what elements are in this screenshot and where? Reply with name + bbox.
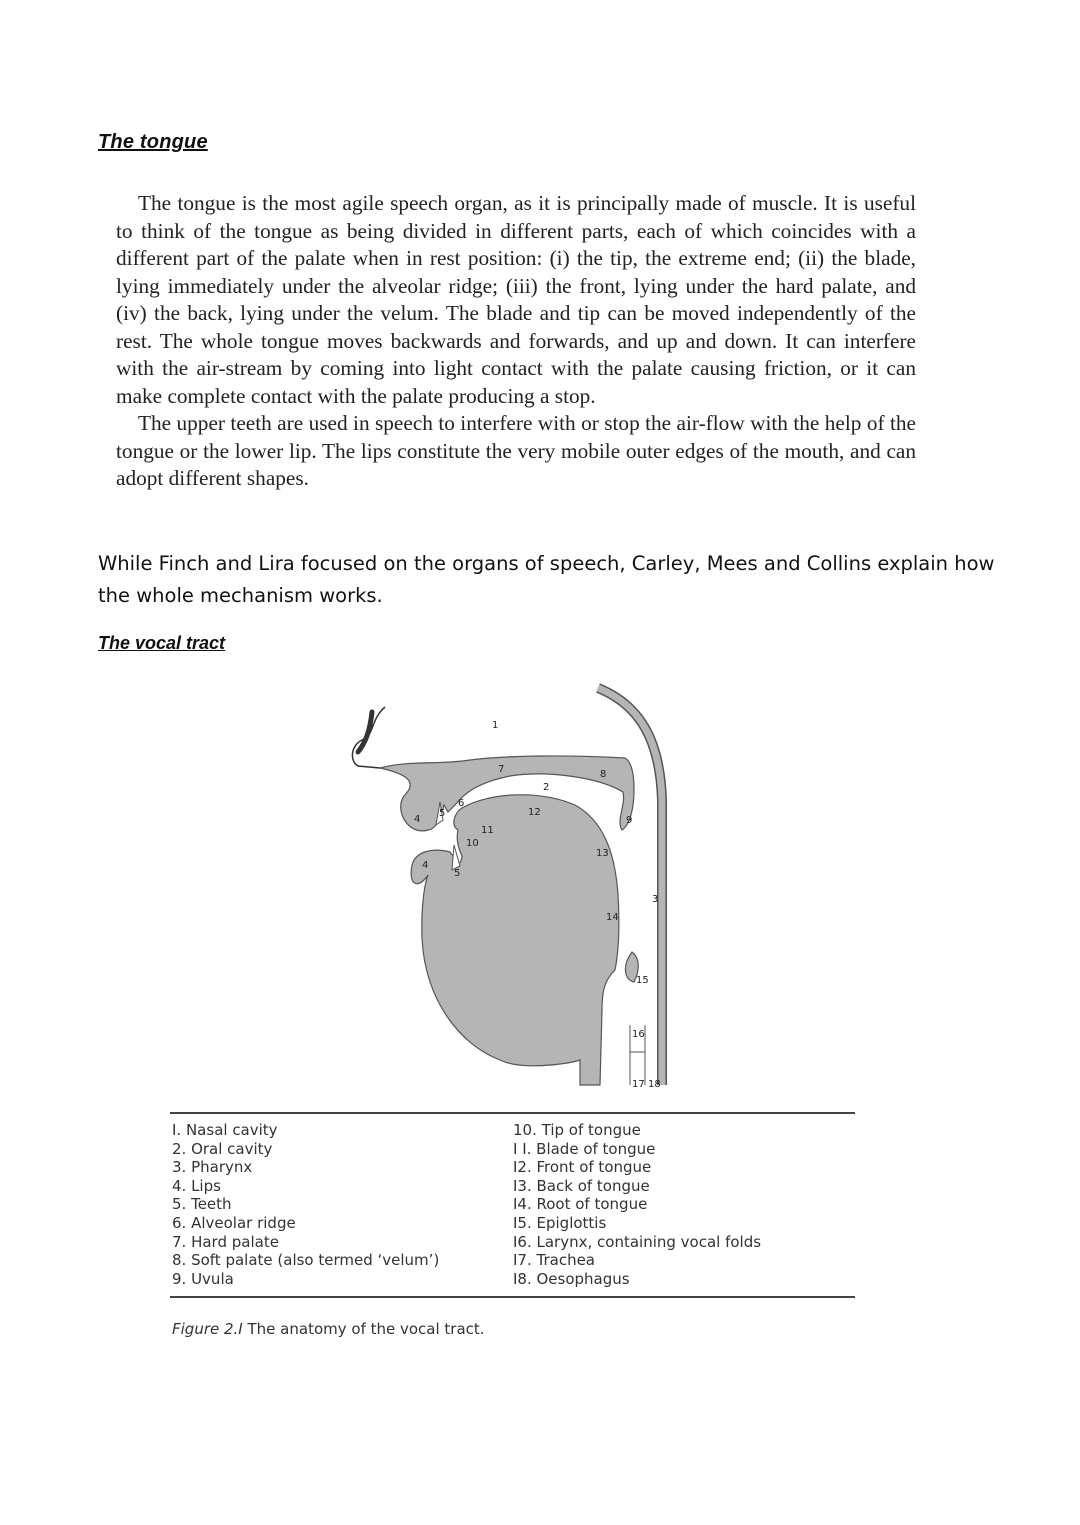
diagram-number: 1 [492,720,499,731]
legend-item: I I. Blade of tongue [513,1139,656,1158]
figure-caption-label: Figure 2.I [172,1320,243,1338]
legend-item: I8. Oesophagus [513,1269,630,1288]
tongue-paragraph-2: The upper teeth are used in speech to interfere with or stop the air-flow with the help of the tongue or the lower lip. The lips constitute the very mobile outer edges of the mouth, and can adopt different shapes. [116,411,916,490]
diagram-number: 16 [632,1029,645,1040]
section-heading-tongue: The tongue [98,131,208,153]
section-heading-vocal-tract: The vocal tract [98,633,226,653]
legend-item: I3. Back of tongue [513,1176,650,1195]
legend-item: 9. Uvula [172,1269,234,1288]
diagram-number: 11 [481,825,494,836]
legend-left-column [172,1121,439,1288]
legend-top-rule [170,1112,855,1114]
tongue-quote-block [116,190,916,493]
diagram-number: 10 [466,838,479,849]
diagram-number: 18 [648,1079,661,1090]
figure-caption-text: The anatomy of the vocal tract. [247,1320,485,1338]
legend-item: 2. Oral cavity [172,1139,273,1158]
diagram-number: 5 [454,868,461,879]
diagram-number: 3 [652,894,659,905]
legend-bottom-rule [170,1296,855,1298]
diagram-number: 9 [626,815,633,826]
tongue-paragraph-1: The tongue is the most agile speech organ, as it is principally made of muscle. It is useful to think of the tongue as being divided in different parts, each of which coincides with a different part of the palate when in rest position: (i) the tip, the extreme end; (ii) the blade, lying immediately under the alveolar ridge; (iii) the front, lying under the hard palate, and (iv) the back, lying under the velum. The blade and tip can be moved independently of the rest. The whole tongue moves backwards and forwards, and up and down. It can interfere with the air-stream by coming into light contact with the palate causing friction, or it can make complete contact with the palate producing a stop. [116,191,916,408]
legend-item: I5. Epiglottis [513,1213,607,1232]
legend-item: I. Nasal cavity [172,1121,278,1139]
legend-item: 3. Pharynx [172,1158,253,1177]
legend-item: 7. Hard palate [172,1232,279,1251]
diagram-number: 5 [439,808,446,819]
legend-item: 8. Soft palate (also termed ‘velum’) [172,1251,440,1270]
legend-item: I4. Root of tongue [513,1195,648,1214]
diagram-number: 14 [606,912,619,923]
tongue-shape [411,795,619,1085]
legend-right-column [513,1121,761,1288]
figure-caption [172,1320,485,1338]
legend-item: I7. Trachea [513,1251,595,1270]
diagram-number: 2 [543,782,550,793]
diagram-number: 13 [596,848,609,859]
legend-item: 6. Alveolar ridge [172,1213,296,1232]
diagram-number: 15 [636,975,649,986]
diagram-number: 8 [600,769,607,780]
diagram-number: 17 [632,1079,645,1090]
diagram-number: 7 [498,764,505,775]
diagram-number: 6 [458,798,465,809]
diagram-number: 4 [422,860,429,871]
legend-item: 4. Lips [172,1176,221,1195]
diagram-number: 12 [528,807,541,818]
legend-item: I6. Larynx, containing vocal folds [513,1232,762,1251]
vocal-tract-diagram [340,680,690,1090]
nose-ridge [358,712,372,752]
legend-item: I2. Front of tongue [513,1158,652,1177]
legend-item: 5. Teeth [172,1195,232,1214]
diagram-number: 4 [414,814,421,825]
legend-item: 10. Tip of tongue [513,1121,641,1139]
transition-paragraph: While Finch and Lira focused on the organs of speech, Carley, Mees and Collins explain how the whole mechanism works. [98,552,995,607]
